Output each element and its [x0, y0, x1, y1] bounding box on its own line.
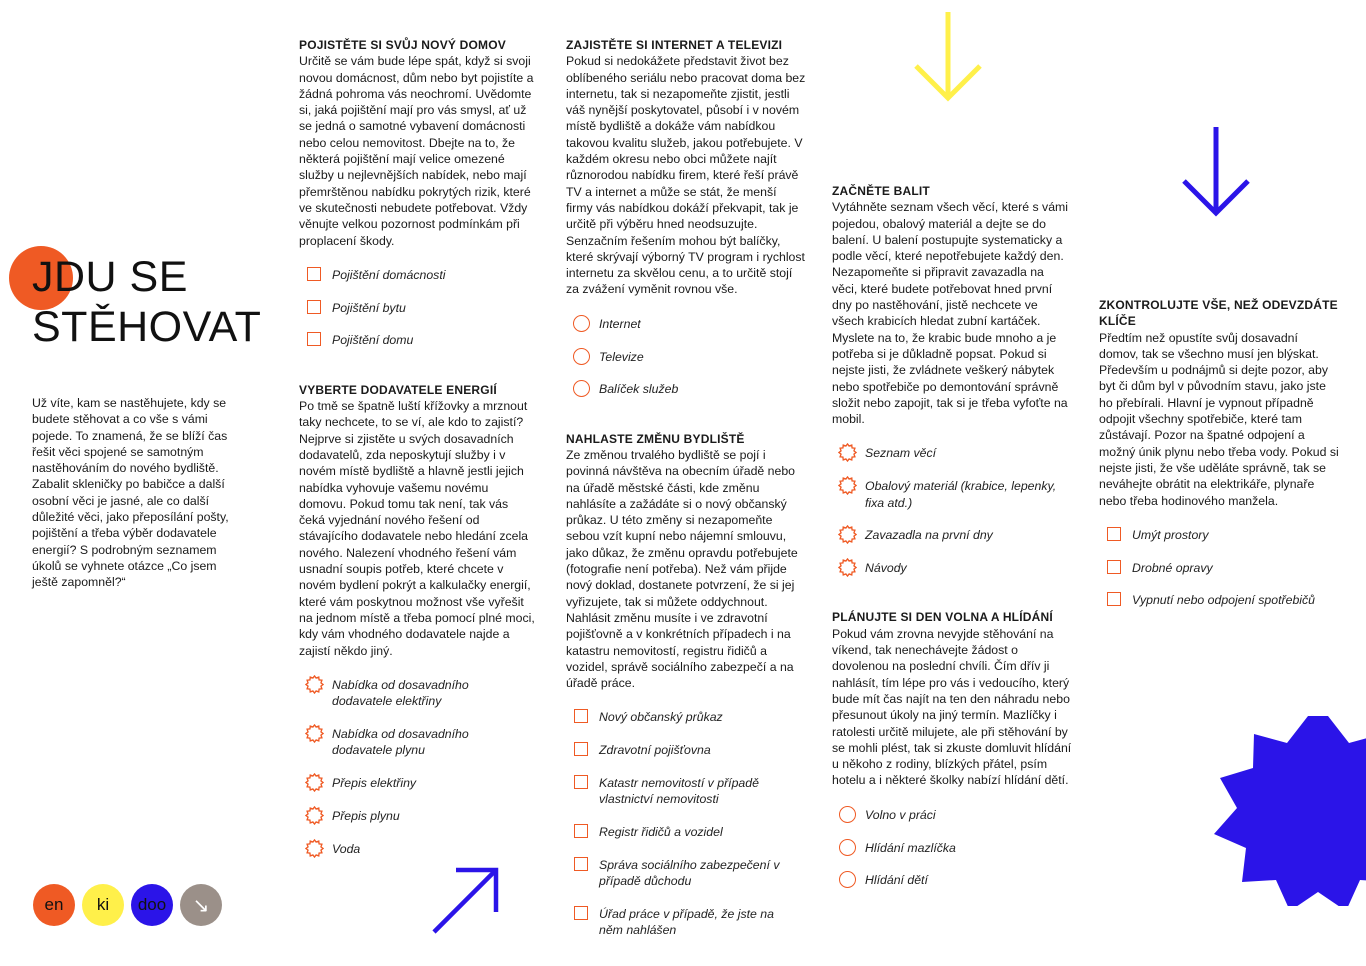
section-text: Vytáhněte seznam všech věcí, které s vámi pojedou, obalový materiál a dejte se do balení. U balení postupujte systematicky a podle věcí, které nepotřebujete každý den. Nezapomeňte si připravit zavazadla na věci, které budete potřebovat hned první dny po nastěhování, jistě nechcete ve všech krabicích hledat zubní kartáček. Myslete na to, že krabic bude mnoho a je potřeba si je důkladně popsat. Pokud si nejste jisti, že zvládnete veškerý nábytek nebo spotřebiče po demontování správně složit nebo zapojit, tak si je třeba vyfoťte na mobil.: [832, 200, 1069, 427]
column-1: [299, 37, 537, 857]
list-item[interactable]: Pojištění domácnosti: [299, 267, 537, 283]
section-pojisteni: [299, 37, 537, 349]
section-heading: ZAJISTĚTE SI INTERNET A TELEVIZI: [566, 38, 783, 52]
list-item[interactable]: Úřad práce v případě, že jste na něm nahlášen: [566, 906, 789, 939]
list-item[interactable]: Registr řidičů a vozidel: [566, 824, 806, 840]
column-3: [832, 183, 1072, 889]
list-item[interactable]: Zdravotní pojišťovna: [566, 742, 806, 758]
list-item[interactable]: Nabídka od dosavadního dodavatele plynu: [299, 726, 502, 759]
arrow-down-yellow-icon: [912, 10, 984, 102]
checkbox-icon[interactable]: [574, 857, 588, 871]
section-text: Ze změnou trvalého bydliště se pojí i povinná návštěva na obecním úřadě nebo na úřadě městské části, kde změnu nahlásíte a zažádáte si o nový občanský průkaz. U této změny si nezapomeňte sebou vzít kupní nebo nájemní smlouvu, jako důkaz, že změnu opravdu potřebujete (fotografie není potřeba). Než vám přijde nový doklad, dostanete potvrzení, že si jej vyřizujete, tak si můžete oddychnout. Nahlásit změnu musíte i ve zdravotní pojišťovně a v konkrétních případech i na katastru nemovitostí, registru řidičů a vozidel, správě sociálního zabezpečí a na úřadě práce.: [566, 447, 798, 691]
circle-icon[interactable]: [839, 871, 856, 888]
logo-ki: ki: [82, 884, 124, 926]
list-item[interactable]: Umýt prostory: [1099, 527, 1339, 543]
list-item[interactable]: Katastr nemovitostí v případě vlastnictví nemovitosti: [566, 775, 779, 808]
list-item[interactable]: Hlídání dětí: [832, 872, 1072, 888]
section-heading: POJISTĚTE SI SVŮJ NOVÝ DOMOV: [299, 38, 506, 52]
title-line-2: STĚHOVAT: [32, 303, 262, 351]
checklist: [832, 445, 1072, 576]
list-item[interactable]: Vypnutí nebo odpojení spotřebičů: [1099, 592, 1339, 608]
page-title: [32, 252, 272, 352]
section-bydliste: [566, 431, 806, 939]
intro-text: Už víte, kam se nastěhujete, kdy se budete stěhovat a co vše s vámi pojede. To znamená, že se blíží čas řešit věci spojené se samotným nastěhováním do nového bydliště. Zabalit skleničky po babičce a další osobní věci je jasné, ale co další důležité věci, jako přeposílání pošty, pojištění a třeba výběr dodavatele energií? S podrobným seznamem úkolů se vyhnete otázce „Co jsem ještě zapomněl?“: [32, 396, 229, 590]
gear-badge-icon[interactable]: [838, 476, 857, 495]
section-volno: [832, 609, 1072, 888]
starburst-shape: [1212, 716, 1366, 906]
column-2: [566, 37, 806, 939]
list-item[interactable]: Hlídání mazlíčka: [832, 840, 1072, 856]
checklist: [566, 709, 806, 938]
list-item[interactable]: Pojištění domu: [299, 332, 537, 348]
section-kontrola: [1099, 297, 1339, 609]
arrow-down-blue-icon: [1180, 125, 1252, 217]
column-4: [1099, 297, 1339, 609]
list-item[interactable]: Přepis plynu: [299, 808, 537, 824]
section-balit: [832, 183, 1072, 576]
checkbox-icon[interactable]: [1107, 592, 1121, 606]
checklist: [299, 677, 537, 857]
list-item[interactable]: Přepis elektřiny: [299, 775, 537, 791]
list-item[interactable]: Internet: [566, 316, 806, 332]
circle-icon[interactable]: [839, 806, 856, 823]
list-item[interactable]: Balíček služeb: [566, 381, 806, 397]
list-item[interactable]: Drobné opravy: [1099, 560, 1339, 576]
list-item[interactable]: Nabídka od dosavadního dodavatele elektřiny: [299, 677, 502, 710]
list-item[interactable]: Obalový materiál (krabice, lepenky, fixa atd.): [832, 478, 1065, 511]
section-heading: NAHLASTE ZMĚNU BYDLIŠTĚ: [566, 431, 745, 446]
checkbox-icon[interactable]: [574, 906, 588, 920]
list-item[interactable]: Volno v práci: [832, 807, 1072, 823]
gear-badge-icon[interactable]: [305, 773, 324, 792]
section-text: Po tmě se špatně luští křížovky a mrznout taky nechcete, to se ví, ale kdo to zajistí? Nejprve si zjistěte u svých dosavadních dodavatelů, zda neposkytují služby i v novém místě bydliště a hlavně jestli jejich nabídka vyhovuje vašemu novému domovu. Pokud tomu tak není, tak vás čeká vyjednání nového řešení od stávajícího dodavatele nebo hledání zcela nového. Nalezení vhodného řešení vám usnadní soupis potřeb, které chcete v novém bydlení pokrýt a kalkulačky energií, které vám poskytnou možnost vše vyřešit na jednom místě a třeba pomocí plné moci, kdy vám vhodného dodavatele najde a zajistí někdo jiný.: [299, 399, 535, 658]
checkbox-icon[interactable]: [307, 332, 321, 346]
circle-icon[interactable]: [573, 380, 590, 397]
title-line-1: JDU SE: [32, 253, 188, 301]
section-text: Určitě se vám bude lépe spát, když si svoji novou domácnost, dům nebo byt pojistíte a žádná pohroma vás neochromí. Uvědomte si, jaká pojištění mají pro vás smysl, ať už se jedná o samotné vybavení domácnosti nebo celou nemovitost. Dbejte na to, že některá pojištění mají velice omezené služby u nejlevnějších nabídek, nebo mají přemrštěnou nabídku pokrytých rizik, které ve skutečnosti nebudete potřebovat. Vždy věnujte velkou pozornost podmínkám při proplacení škody.: [299, 54, 534, 248]
section-text: Pokud si nedokážete představit život bez oblíbeného seriálu nebo pracovat doma bez internetu, tak si nezapomeňte zjistit, jestli váš nynější poskytovatel, působí i v novém místě bydliště a dokáže vám nabídkou takovou kvalitu služeb, jakou potřebujete. V každém okresu nebo obci můžete najít různorodou nabídku firem, které řeší právě TV a internet a může se stát, že menší firmy vás nabídkou dokáží překvapit, tak je určitě při výběru hned neodsuzujte. Senzačním řešením mohou být balíčky, které skrývají výborný TV program i rychlost internetu za skvělou cenu, a to určitě stojí za zvážení vyměnit rovnou vše.: [566, 54, 806, 297]
list-item[interactable]: Správa sociálního zabezpečení v případě důchodu: [566, 857, 789, 890]
list-item[interactable]: Voda: [299, 841, 537, 857]
checkbox-icon[interactable]: [307, 267, 321, 281]
gear-badge-icon[interactable]: [838, 443, 857, 462]
arrow-up-right-icon: [430, 866, 502, 936]
logo-doo: doo: [131, 884, 173, 926]
checkbox-icon[interactable]: [1107, 527, 1121, 541]
section-energie: [299, 382, 537, 857]
checklist: [299, 267, 537, 349]
gear-badge-icon[interactable]: [305, 724, 324, 743]
logo-en: en: [33, 884, 75, 926]
gear-badge-icon[interactable]: [838, 558, 857, 577]
section-internet: [566, 37, 806, 398]
circle-icon[interactable]: [573, 348, 590, 365]
list-item[interactable]: Nový občanský průkaz: [566, 709, 806, 725]
gear-badge-icon[interactable]: [305, 675, 324, 694]
list-item[interactable]: Pojištění bytu: [299, 300, 537, 316]
list-item[interactable]: Seznam věcí: [832, 445, 1072, 461]
checklist: [566, 316, 806, 398]
checkbox-icon[interactable]: [574, 775, 588, 789]
gear-badge-icon[interactable]: [305, 806, 324, 825]
checkbox-icon[interactable]: [574, 824, 588, 838]
checklist: [1099, 527, 1339, 609]
section-heading: PLÁNUJTE SI DEN VOLNA A HLÍDÁNÍ: [832, 610, 1053, 625]
checkbox-icon[interactable]: [574, 742, 588, 756]
logo-arrow-icon: ↘: [180, 884, 222, 926]
section-text: Předtím než opustíte svůj dosavadní domov, tak se všechno musí jen blýskat. Především u podnájmů si dejte pozor, aby byt či dům byl v původním stavu, jako jste ho přebírali. Hlavní je vypnout případně odpojit všechny spotřebiče, které tam zůstávají. Pozor na špatné odpojení a možný únik plynu nebo třeba vody. Pokud si nejste jisti, že vše uděláte správně, tak se neváhejte obrátit na elektrikáře, plynaře nebo třeba hodinového manžela.: [1099, 330, 1339, 508]
list-item[interactable]: Návody: [832, 560, 1072, 576]
list-item[interactable]: Zavazadla na první dny: [832, 527, 1072, 543]
circle-icon[interactable]: [573, 315, 590, 332]
section-heading: ZKONTROLUJTE VŠE, NEŽ ODEVZDÁTE KLÍČE: [1099, 298, 1338, 329]
section-heading: ZAČNĚTE BALIT: [832, 184, 930, 198]
gear-badge-icon[interactable]: [838, 525, 857, 544]
gear-badge-icon[interactable]: [305, 839, 324, 858]
list-item[interactable]: Televize: [566, 349, 806, 365]
checkbox-icon[interactable]: [307, 300, 321, 314]
section-heading: VYBERTE DODAVATELE ENERGIÍ: [299, 382, 497, 397]
checkbox-icon[interactable]: [574, 709, 588, 723]
checklist: [832, 807, 1072, 889]
circle-icon[interactable]: [839, 839, 856, 856]
section-text: Pokud vám zrovna nevyjde stěhování na víkend, tak nenechávejte žádost o dovolenou na poslední chvíli. Čím dřív ji nahlásít, tím lépe pro vás i vedoucího, který bude mít čas najít na ten den náhradu nebo přesunout úkoly na jiný termín. Mazlíčky i ratolesti určitě milujete, ale při stěhování by se mohli plést, tak si zkuste domluvit hlídání u někoho z rodiny, blízkých přátel, psím hotelu a i některé školky nabízí hlídání dětí.: [832, 626, 1072, 788]
checkbox-icon[interactable]: [1107, 560, 1121, 574]
